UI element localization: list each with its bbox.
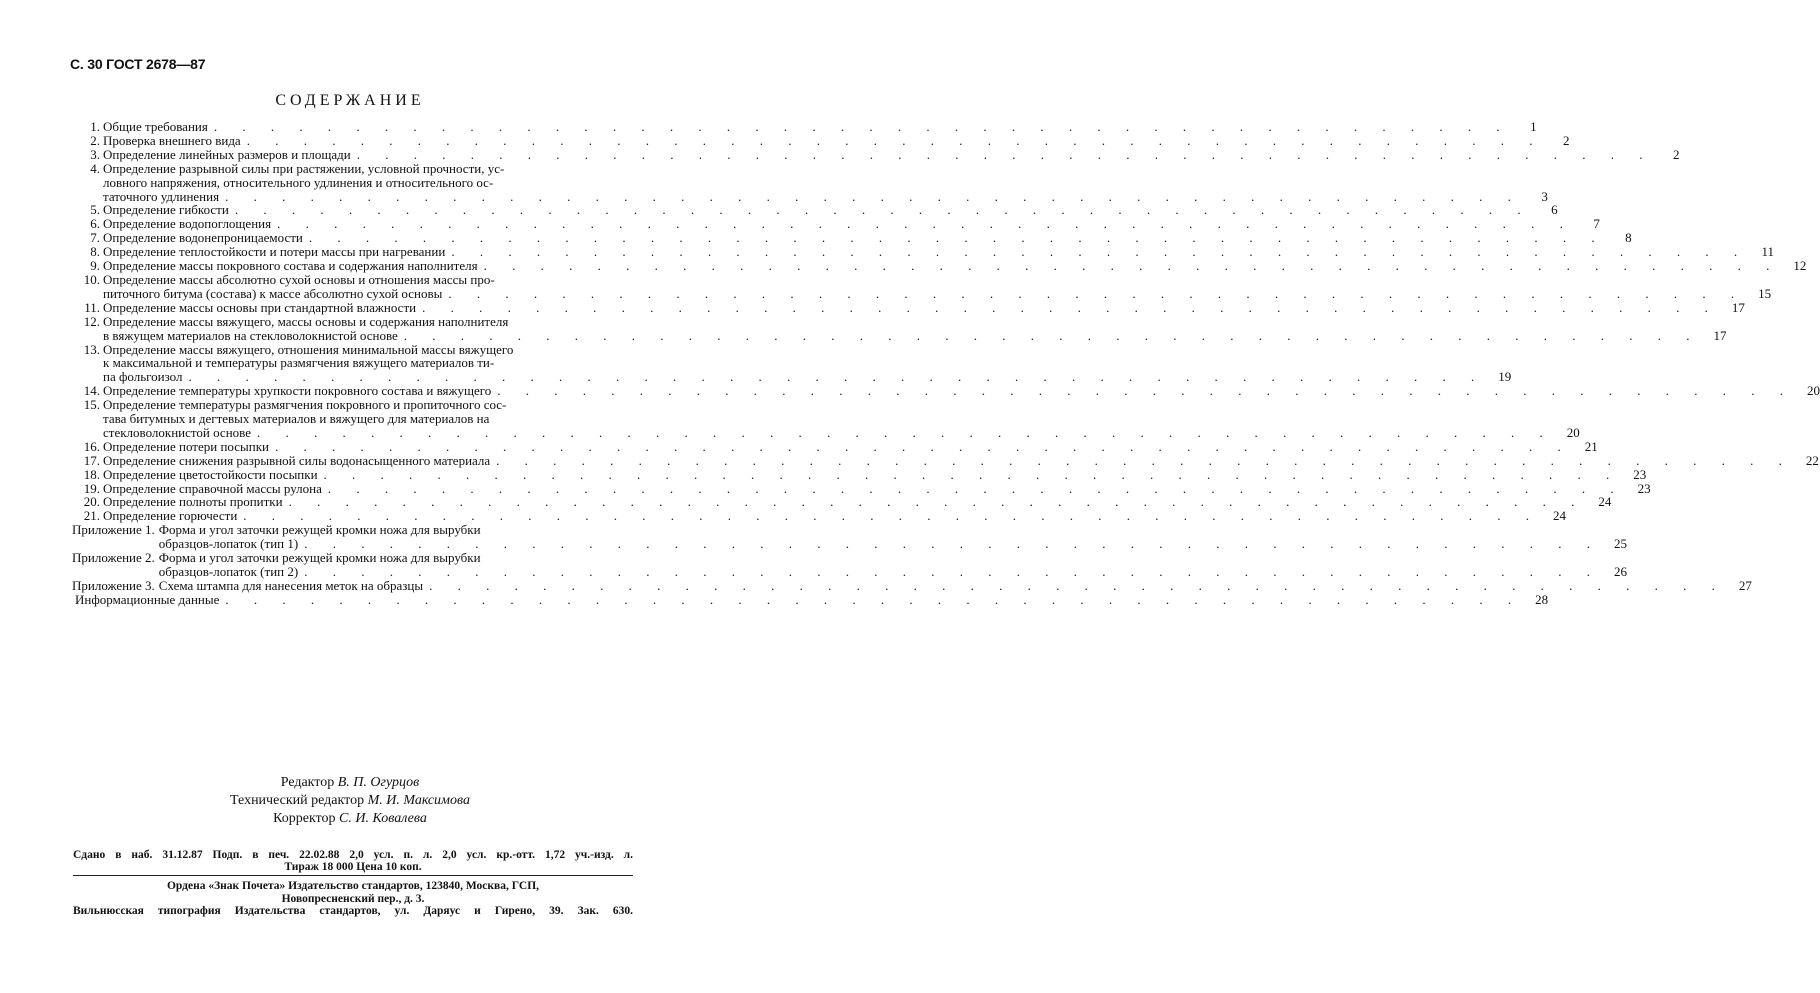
item-line (103, 287, 1771, 301)
item-text (103, 273, 1771, 301)
toc-appendix[interactable] (72, 577, 1752, 593)
item-line (159, 565, 1627, 579)
item-line-text: Форма и угол заточки режущей кромки ножа для вырубки (158, 550, 481, 566)
item-line (103, 343, 1511, 357)
item-line-text: Определение массы абсолютно сухой основы и отношения массы про- (103, 271, 495, 287)
item-line-text: Определение массы покровного состава и содержания наполнителя (103, 258, 478, 274)
page-header: С. 30 ГОСТ 2678—87 (70, 56, 206, 72)
item-text (103, 148, 1679, 162)
item-number: 17. (83, 452, 100, 468)
item-number: 10. (83, 271, 100, 287)
item-line-text: образцов-лопаток (тип 2) (158, 564, 299, 579)
item-line (103, 120, 1537, 134)
proofreader-name: С. И. Ковалева (339, 811, 427, 826)
item-text (103, 162, 1548, 204)
item-text (103, 482, 1651, 496)
item-line (103, 301, 1745, 315)
imprint-line-2: Тираж 18 000 Цена 10 коп. (284, 861, 422, 873)
page-number: 20 (1566, 424, 1580, 440)
publisher-line-2: Новопресненский пер., д. 3. (281, 892, 425, 905)
toc-appendix[interactable] (72, 550, 1627, 579)
item-number: 13. (83, 341, 100, 357)
item-line (103, 440, 1598, 454)
item-number: 19. (83, 480, 100, 496)
toc-appendix[interactable] (72, 591, 1549, 607)
item-text (103, 440, 1598, 454)
item-number: 8. (90, 244, 100, 260)
page-number: 7 (1593, 216, 1600, 232)
item-line-text: Определение массы вяжущего, массы основы и содержания наполнителя (103, 313, 509, 329)
item-line-text: в вяжущем материалов на стекловолокнистой основе (103, 327, 398, 343)
item-number: 16. (83, 438, 100, 454)
page-number: 19 (1498, 369, 1512, 385)
toc-item[interactable] (72, 146, 1680, 162)
item-number: 3. (90, 146, 100, 162)
item-line (103, 217, 1600, 231)
dot-leader (229, 203, 1532, 217)
item-line-text: Определение полноты пропитки (103, 494, 283, 510)
item-number: 11. (84, 299, 100, 315)
divider-rule (73, 875, 633, 876)
item-line (103, 426, 1580, 440)
item-line (103, 148, 1679, 162)
item-text (103, 259, 1806, 273)
item-line-text: Определение теплостойкости и потери массы при нагревании (103, 244, 446, 260)
item-line (103, 259, 1806, 273)
toc-item[interactable] (72, 508, 1567, 524)
toc-item[interactable] (72, 313, 1727, 343)
item-number: 15. (83, 397, 100, 413)
item-line (103, 412, 1580, 426)
item-line-text: Определение массы вяжущего, отношения минимальной массы вяжущего (103, 341, 514, 357)
item-line-text: Проверка внешнего вида (103, 132, 241, 148)
item-line-text: питочного битума (состава) к массе абсолютно сухой основы (103, 285, 443, 301)
page-number: 1 (1530, 119, 1537, 134)
item-text (103, 315, 1727, 343)
print-imprint (73, 849, 633, 873)
item-line-text: Определение водонепроницаемости (103, 230, 303, 246)
item-line (103, 190, 1548, 204)
item-number: 7. (90, 230, 100, 246)
toc-appendix[interactable] (72, 522, 1627, 552)
item-line (103, 273, 1771, 287)
item-line-text: Определение температуры хрупкости покровного состава и вяжущего (103, 383, 492, 399)
item-number: 20. (83, 494, 100, 510)
item-line (103, 245, 1774, 259)
item-line (159, 537, 1627, 551)
dot-leader (271, 217, 1574, 231)
editor-line (0, 774, 700, 792)
dot-leader (219, 190, 1522, 204)
toc-item[interactable] (72, 160, 1548, 204)
item-line-text: Определение снижения разрывной силы водонасыщенного материала (103, 452, 491, 468)
item-text (75, 593, 1548, 607)
item-line (103, 370, 1511, 384)
item-text (103, 203, 1558, 217)
proofreader-line (0, 810, 700, 828)
page-number: 15 (1758, 285, 1772, 301)
item-line-text: Определение горючести (103, 508, 238, 524)
dot-leader (283, 495, 1586, 509)
page-number: 3 (1541, 188, 1548, 204)
item-text (103, 301, 1745, 315)
dot-leader (490, 454, 1793, 468)
item-line (103, 454, 1819, 468)
item-number: 4. (90, 160, 100, 176)
item-line (159, 551, 1627, 565)
page-title: СОДЕРЖАНИЕ (275, 92, 425, 109)
item-number: 21. (83, 508, 100, 524)
item-text (103, 495, 1611, 509)
tech-editor-line (0, 792, 700, 810)
dot-leader (416, 301, 1719, 315)
publisher-line-3: Вильнюсская типография Издательства стандартов, ул. Даряус и Гирено, 39. Зак. 630. (73, 905, 633, 917)
item-text (159, 523, 1627, 551)
dot-leader (322, 482, 1625, 496)
item-line-text: Схема штампа для нанесения меток на образцы (158, 577, 424, 593)
toc-item[interactable] (72, 383, 1820, 399)
item-line (159, 579, 1752, 593)
item-line (103, 398, 1580, 412)
page-number: 22 (1805, 452, 1819, 468)
item-number: 2. (90, 132, 100, 148)
page-number: 24 (1553, 508, 1567, 524)
item-text (103, 468, 1646, 482)
publisher-info (73, 880, 633, 918)
item-line-text: Определение разрывной силы при растяжении, условной прочности, ус- (103, 160, 505, 176)
item-line-text: Определение гибкости (103, 202, 229, 218)
toc-item[interactable] (72, 271, 1772, 301)
item-text (103, 217, 1600, 231)
page-number: 17 (1713, 327, 1727, 343)
dot-leader (237, 509, 1540, 523)
item-line (103, 356, 1511, 370)
page-number: 12 (1793, 258, 1807, 274)
item-text (103, 384, 1820, 398)
toc-item[interactable] (72, 244, 1775, 260)
item-line-text: па фольгоизол (103, 369, 183, 385)
item-line-text: Общие требования (103, 119, 208, 134)
item-line-text: таточного удлинения (103, 188, 220, 204)
item-text (103, 231, 1632, 245)
toc-item[interactable] (72, 258, 1807, 274)
editor-name: В. П. Огурцов (337, 775, 420, 790)
item-text (103, 398, 1580, 440)
item-line-text: Определение линейных размеров и площади (103, 146, 351, 162)
page-number: 27 (1738, 577, 1752, 593)
dot-leader (445, 245, 1748, 259)
item-line-text: Определение потери посыпки (103, 438, 269, 454)
item-text (103, 509, 1566, 523)
item-line (103, 329, 1727, 343)
item-line (159, 523, 1627, 537)
dot-leader (219, 593, 1522, 607)
toc-item[interactable] (72, 397, 1580, 440)
credits-block (0, 774, 700, 828)
page-number: 28 (1535, 591, 1549, 607)
item-line (103, 231, 1632, 245)
item-line (103, 384, 1820, 398)
item-number: 9. (90, 258, 100, 274)
tech-editor-role: Технический редактор (230, 793, 365, 808)
item-number: 1. (90, 119, 100, 134)
item-line (103, 134, 1569, 148)
item-number: 12. (83, 313, 100, 329)
page-number: 17 (1731, 299, 1745, 315)
item-line (75, 593, 1548, 607)
item-line-text: Определение температуры размягчения покровного и пропиточного сос- (103, 397, 507, 413)
dot-leader (442, 287, 1745, 301)
publisher-line-1: Ордена «Знак Почета» Издательство стандартов, 123840, Москва, ГСП, (166, 880, 540, 892)
page-number: 2 (1672, 146, 1680, 162)
item-text (103, 120, 1537, 134)
dot-leader (269, 440, 1572, 454)
page-number: 21 (1584, 438, 1598, 454)
item-line-text: Определение цветостойкости посыпки (103, 466, 318, 482)
page-number: 2 (1562, 132, 1570, 148)
toc-item[interactable] (72, 119, 1537, 134)
item-number: 18. (83, 466, 100, 482)
page-number: 6 (1551, 202, 1558, 218)
toc-item[interactable] (72, 230, 1632, 246)
item-line-text: к максимальной и температуры размягчения вяжущего материалов ти- (103, 355, 495, 371)
toc-item[interactable] (72, 299, 1745, 315)
toc-item[interactable] (72, 132, 1570, 148)
proofreader-role: Корректор (273, 811, 336, 826)
item-line-text: тава битумных и дегтевых материалов и вяжущего для материалов на (103, 411, 490, 427)
toc-item[interactable] (72, 480, 1651, 496)
dot-leader (183, 370, 1486, 384)
item-line (103, 176, 1548, 190)
appendix-label: Приложение 3. (72, 577, 155, 593)
item-text (159, 579, 1752, 593)
item-text (103, 245, 1774, 259)
dot-leader (491, 384, 1794, 398)
dot-leader (303, 231, 1606, 245)
imprint-line-1: Сдано в наб. 31.12.87 Подп. в печ. 22.02.88 2,0 усл. п. л. 2,0 усл. кр.-отт. 1,72 уч.-изд. л. (73, 849, 633, 861)
item-line (103, 468, 1646, 482)
item-line-text: образцов-лопаток (тип 1) (158, 536, 299, 552)
page-number: 20 (1807, 383, 1820, 399)
page-number: 24 (1598, 494, 1612, 510)
item-text (103, 343, 1511, 385)
appendix-label: Приложение 1. (72, 522, 155, 538)
page-number: 23 (1633, 466, 1647, 482)
item-text (159, 551, 1627, 579)
item-line (103, 495, 1611, 509)
item-line-text: Определение справочной массы рулона (103, 480, 322, 496)
item-line (103, 162, 1548, 176)
page-number: 26 (1613, 564, 1627, 579)
dot-leader (298, 565, 1601, 579)
item-line (103, 509, 1566, 523)
item-line-text: стекловолокнистой основе (103, 424, 251, 440)
toc-item[interactable] (72, 341, 1512, 385)
item-line (103, 315, 1727, 329)
dot-leader (351, 148, 1654, 162)
item-line-text: Форма и угол заточки режущей кромки ножа для вырубки (158, 522, 481, 538)
toc-item[interactable] (72, 494, 1612, 510)
tech-editor-name: М. И. Максимова (367, 793, 470, 808)
dot-leader (318, 468, 1621, 482)
item-line-text: Информационные данные (75, 591, 220, 607)
toc-item[interactable] (72, 452, 1819, 468)
toc-item[interactable] (72, 216, 1600, 232)
page-number: 11 (1761, 244, 1775, 260)
item-line-text: Определение водопоглощения (103, 216, 272, 232)
item-line (103, 482, 1651, 496)
item-number: 5. (90, 202, 100, 218)
item-text (103, 454, 1819, 468)
dot-leader (423, 579, 1726, 593)
dot-leader (478, 259, 1781, 273)
dot-leader (208, 120, 1511, 134)
toc-item[interactable] (72, 466, 1647, 482)
appendix-label: Приложение 2. (72, 550, 155, 566)
table-of-contents (72, 119, 1820, 607)
toc-item[interactable] (72, 202, 1558, 218)
item-number: 14. (83, 383, 100, 399)
page-number: 23 (1637, 480, 1651, 496)
page-number: 25 (1613, 536, 1627, 552)
dot-leader (241, 134, 1544, 148)
item-line (103, 203, 1558, 217)
item-number: 6. (90, 216, 100, 232)
item-text (103, 134, 1569, 148)
toc-item[interactable] (72, 438, 1598, 454)
item-line-text: Определение массы основы при стандартной влажности (103, 299, 417, 315)
dot-leader (398, 329, 1701, 343)
dot-leader (298, 537, 1601, 551)
editor-role: Редактор (280, 775, 335, 790)
page-number: 8 (1625, 230, 1632, 246)
item-line-text: ловного напряжения, относительного удлинения и относительного ос- (103, 174, 494, 190)
dot-leader (251, 426, 1554, 440)
